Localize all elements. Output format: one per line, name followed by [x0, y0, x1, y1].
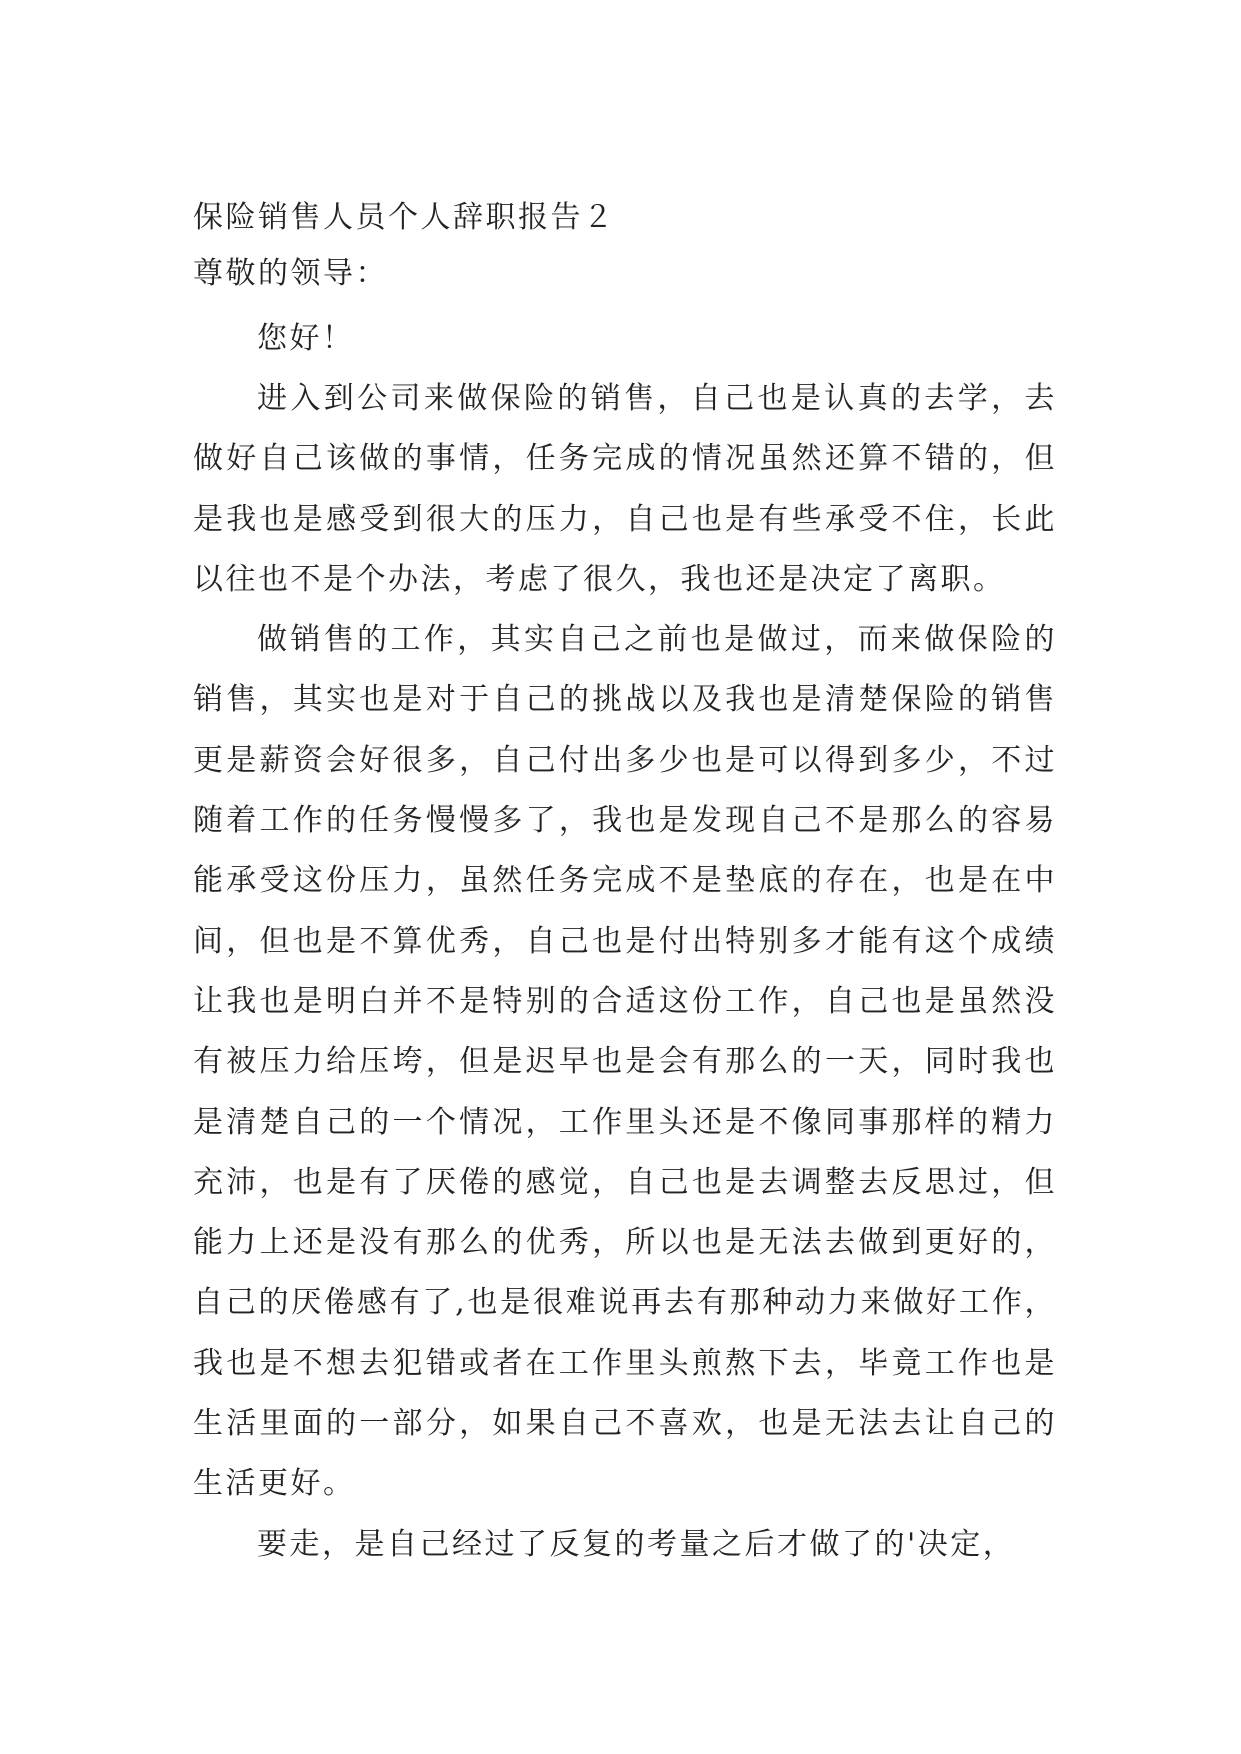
greeting: 您好！ — [257, 321, 355, 356]
paragraph-3: 要走，是自己经过了反复的考量之后才做了的'决定， — [257, 1526, 1016, 1562]
document-title: 保险销售人员个人辞职报告２ — [193, 200, 616, 235]
salutation: 尊敬的领导： — [193, 256, 388, 291]
paragraph-1: 进入到公司来做保险的销售，自己也是认真的去学，去做好自己该做的事情，任务完成的情况虽然还算不错的，但是我也是感受到很大的压力，自己也是有些承受不住，长此以往也不是个办法，考虑了很久，我也还是决定了离职。 — [193, 381, 1057, 597]
document-body — [193, 191, 1057, 1575]
paragraph-2: 做销售的工作，其实自己之前也是做过，而来做保险的销售，其实也是对于自己的挑战以及我也是清楚保险的销售更是薪资会好很多，自己付出多少也是可以得到多少，不过随着工作的任务慢慢多了，我也是发现自己不是那么的容易能承受这份压力，虽然任务完成不是垫底的存在，也是在中间，但也是不算优秀，自己也是付出特别多才能有这个成绩让我也是明白并不是特别的合适这份工作，自己也是虽然没有被压力给压垮，但是迟早也是会有那么的一天，同时我也是清楚自己的一个情况，工作里头还是不像同事那样的精力充沛，也是有了厌倦的感觉，自己也是去调整去反思过，但能力上还是没有那么的优秀，所以也是无法去做到更好的，自己的厌倦感有了,也是很难说再去有那种动力来做好工作，我也是不想去犯错或者在工作里头煎熬下去，毕竟工作也是生活里面的一部分，如果自己不喜欢，也是无法去让自己的生活更好。 — [193, 622, 1057, 1502]
